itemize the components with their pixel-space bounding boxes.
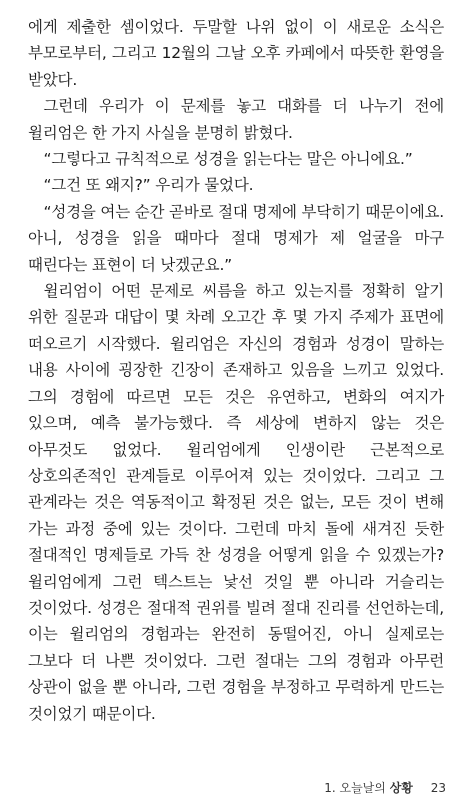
quote-paragraph: “성경을 여는 순간 곧바로 절대 명제에 부닥히기 때문이에요. 아니, 성경을 읽을 때마다 절대 명제가 제 얼굴을 마구 때린다는 표현이 더 낫겠군요.”	[28, 202, 444, 274]
body-text	[28, 14, 444, 727]
chapter-title-part2: 상황	[389, 781, 413, 795]
page-footer	[324, 779, 446, 796]
paragraph: 윌리엄이 어떤 문제로 씨름을 하고 있는지를 정확히 알기 위한 질문과 대답이 몇 차례 오고간 후 몇 가지 주제가 표면에 떠오르기 시작했다. 윌리엄은 자신의 경험과 성경이 말하는 내용 사이에 굉장한 긴장이 존재하고 있음을 느끼고 있었다. 그의 경험에 따르면 모든 것은 유연하고, 변화의 여지가 있으며, 예측 불가능했다. 즉 세상에 변하지 않는 것은 아무것도 없었다. 윌리엄에게 인생이란 근본적으로 상호의존적인 관계들로 이루어져 있는 것이었다. 그리고 그 관계라는 것은 역동적이고 확정된 것은 없는, 모든 것이 변해 가는 과정 중에 있는 것이다. 그런데 마치 돌에 새겨진 듯한 절대적인 명제들로 가득 찬 성경을 어떻게 읽을 수 있겠는가? 윌리엄에게 그런 텍스트는 낯선 것일 뿐 아니라 거슬리는 것이었다. 성경은 절대적 권위를 빌려 절대 진리를 선언하는데, 이는 윌리엄의 경험과는 완전히 동떨어진, 아니 실제로는 그보다 더 나쁜 것이었다. 그런 절대는 그의 경험과 아무런 상관이 없을 뿐 아니라, 그런 경험을 부정하고 무력하게 만드는 것이었기 때문이다.	[28, 282, 444, 723]
paragraph: 그런데 우리가 이 문제를 놓고 대화를 더 나누기 전에 윌리엄은 한 가지 사실을 분명히 밝혔다.	[28, 97, 444, 142]
quote-paragraph: “그건 또 왜지?” 우리가 물었다.	[43, 176, 254, 195]
quote-paragraph: “그렇다고 규칙적으로 성경을 읽는다는 말은 아니에요.”	[43, 150, 413, 169]
chapter-number: 1.	[324, 781, 336, 795]
page-number: 23	[430, 781, 446, 795]
chapter-title-part1: 오늘날의	[339, 781, 386, 795]
paragraph-continued: 에게 제출한 셈이었다. 두말할 나위 없이 이 새로운 소식은 부모로부터, 그리고 12월의 그날 오후 카페에서 따뜻한 환영을 받았다.	[28, 18, 444, 89]
